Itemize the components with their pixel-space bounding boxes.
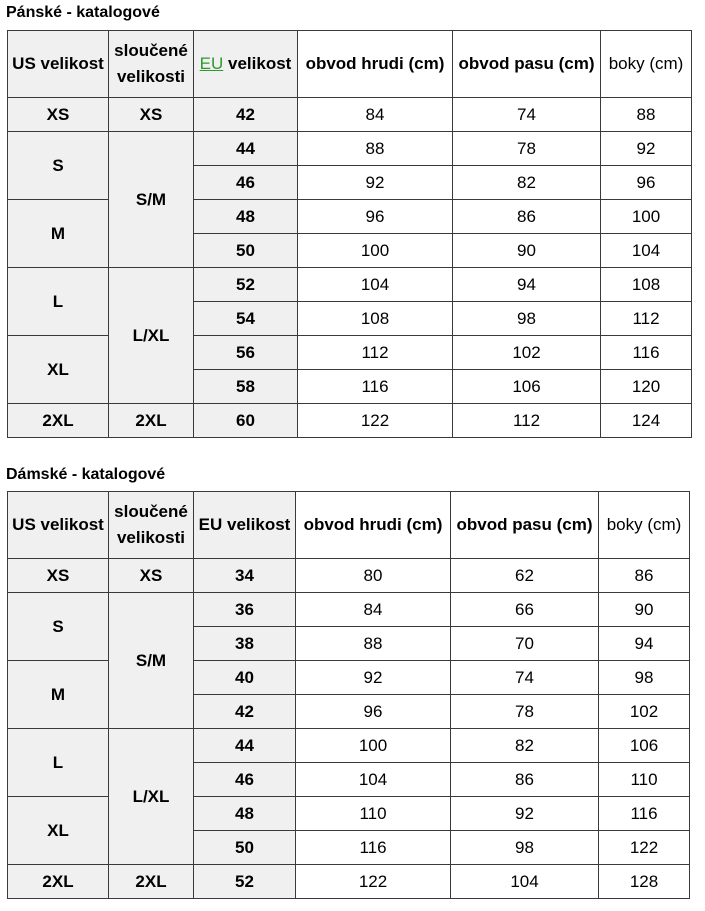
- hips-cell: 122: [599, 831, 690, 865]
- hips-cell: 88: [601, 98, 692, 132]
- header-hips: boky (cm): [599, 492, 690, 559]
- waist-cell: 92: [451, 797, 599, 831]
- us-size-cell: XS: [8, 559, 109, 593]
- merged-size-cell: L/XL: [109, 729, 194, 865]
- us-size-cell: 2XL: [8, 404, 109, 438]
- hips-cell: 100: [601, 200, 692, 234]
- women-size-table: [7, 491, 690, 899]
- us-size-cell: XL: [8, 797, 109, 865]
- hips-cell: 96: [601, 166, 692, 200]
- waist-cell: 70: [451, 627, 599, 661]
- eu-size-cell: 46: [194, 763, 296, 797]
- us-size-cell: XL: [8, 336, 109, 404]
- waist-cell: 112: [453, 404, 601, 438]
- chest-cell: 80: [296, 559, 451, 593]
- eu-size-cell: 36: [194, 593, 296, 627]
- waist-cell: 66: [451, 593, 599, 627]
- merged-size-cell: L/XL: [109, 268, 194, 404]
- men-size-table: [7, 30, 692, 438]
- waist-cell: 78: [451, 695, 599, 729]
- eu-size-cell: 42: [194, 98, 298, 132]
- eu-size-cell: 52: [194, 865, 296, 899]
- header-hips: boky (cm): [601, 31, 692, 98]
- us-size-cell: L: [8, 268, 109, 336]
- waist-cell: 86: [453, 200, 601, 234]
- hips-cell: 86: [599, 559, 690, 593]
- hips-cell: 94: [599, 627, 690, 661]
- hips-cell: 120: [601, 370, 692, 404]
- chest-cell: 108: [298, 302, 453, 336]
- waist-cell: 82: [453, 166, 601, 200]
- eu-size-cell: 50: [194, 234, 298, 268]
- waist-cell: 90: [453, 234, 601, 268]
- eu-size-cell: 46: [194, 166, 298, 200]
- merged-size-cell: 2XL: [109, 865, 194, 899]
- table-row: [8, 132, 692, 166]
- hips-cell: 116: [599, 797, 690, 831]
- chest-cell: 100: [298, 234, 453, 268]
- eu-size-cell: 44: [194, 729, 296, 763]
- table-row: [8, 865, 690, 899]
- header-chest: obvod hrudi (cm): [296, 492, 451, 559]
- header-eu-size: EU velikost: [194, 492, 296, 559]
- table-header-row: [8, 31, 692, 98]
- header-merged-size: sloučené velikosti: [109, 31, 194, 98]
- eu-link[interactable]: EU: [199, 54, 224, 73]
- merged-size-cell: S/M: [109, 132, 194, 268]
- header-us-size: US velikost: [8, 492, 109, 559]
- hips-cell: 104: [601, 234, 692, 268]
- eu-size-cell: 54: [194, 302, 298, 336]
- chest-cell: 116: [296, 831, 451, 865]
- chest-cell: 84: [298, 98, 453, 132]
- waist-cell: 94: [453, 268, 601, 302]
- chest-cell: 92: [296, 661, 451, 695]
- waist-cell: 98: [451, 831, 599, 865]
- eu-size-cell: 44: [194, 132, 298, 166]
- eu-size-cell: 60: [194, 404, 298, 438]
- waist-cell: 98: [453, 302, 601, 336]
- hips-cell: 90: [599, 593, 690, 627]
- chest-cell: 112: [298, 336, 453, 370]
- women-table-title: Dámské - katalogové: [6, 466, 166, 483]
- hips-cell: 108: [601, 268, 692, 302]
- chest-cell: 104: [298, 268, 453, 302]
- chest-cell: 96: [298, 200, 453, 234]
- chest-cell: 104: [296, 763, 451, 797]
- header-chest: obvod hrudi (cm): [298, 31, 453, 98]
- chest-cell: 100: [296, 729, 451, 763]
- waist-cell: 106: [453, 370, 601, 404]
- us-size-cell: L: [8, 729, 109, 797]
- chest-cell: 88: [296, 627, 451, 661]
- waist-cell: 104: [451, 865, 599, 899]
- table-row: [8, 404, 692, 438]
- chest-cell: 122: [298, 404, 453, 438]
- table-row: [8, 593, 690, 627]
- eu-size-cell: 56: [194, 336, 298, 370]
- eu-size-cell: 48: [194, 200, 298, 234]
- header-waist: obvod pasu (cm): [453, 31, 601, 98]
- eu-size-cell: 52: [194, 268, 298, 302]
- waist-cell: 74: [453, 98, 601, 132]
- hips-cell: 106: [599, 729, 690, 763]
- chest-cell: 88: [298, 132, 453, 166]
- hips-cell: 98: [599, 661, 690, 695]
- eu-size-cell: 38: [194, 627, 296, 661]
- hips-cell: 110: [599, 763, 690, 797]
- merged-size-cell: XS: [109, 98, 194, 132]
- waist-cell: 62: [451, 559, 599, 593]
- header-waist: obvod pasu (cm): [451, 492, 599, 559]
- table-row: [8, 559, 690, 593]
- us-size-cell: S: [8, 132, 109, 200]
- eu-size-cell: 50: [194, 831, 296, 865]
- merged-size-cell: S/M: [109, 593, 194, 729]
- header-us-size: US velikost: [8, 31, 109, 98]
- chest-cell: 116: [298, 370, 453, 404]
- eu-size-cell: 58: [194, 370, 298, 404]
- us-size-cell: M: [8, 661, 109, 729]
- waist-cell: 82: [451, 729, 599, 763]
- waist-cell: 74: [451, 661, 599, 695]
- chest-cell: 110: [296, 797, 451, 831]
- hips-cell: 112: [601, 302, 692, 336]
- header-eu-size-label: velikost: [223, 54, 292, 73]
- hips-cell: 124: [601, 404, 692, 438]
- eu-size-cell: 34: [194, 559, 296, 593]
- us-size-cell: M: [8, 200, 109, 268]
- us-size-cell: 2XL: [8, 865, 109, 899]
- eu-size-cell: 42: [194, 695, 296, 729]
- waist-cell: 78: [453, 132, 601, 166]
- us-size-cell: XS: [8, 98, 109, 132]
- hips-cell: 92: [601, 132, 692, 166]
- waist-cell: 102: [453, 336, 601, 370]
- merged-size-cell: 2XL: [109, 404, 194, 438]
- hips-cell: 102: [599, 695, 690, 729]
- eu-size-cell: 48: [194, 797, 296, 831]
- chest-cell: 92: [298, 166, 453, 200]
- us-size-cell: S: [8, 593, 109, 661]
- table-header-row: [8, 492, 690, 559]
- hips-cell: 128: [599, 865, 690, 899]
- table-row: [8, 268, 692, 302]
- hips-cell: 116: [601, 336, 692, 370]
- men-table-title: Pánské - katalogové: [6, 4, 160, 21]
- chest-cell: 84: [296, 593, 451, 627]
- merged-size-cell: XS: [109, 559, 194, 593]
- waist-cell: 86: [451, 763, 599, 797]
- header-merged-size: sloučené velikosti: [109, 492, 194, 559]
- header-eu-size: [194, 31, 298, 98]
- chest-cell: 122: [296, 865, 451, 899]
- table-row: [8, 98, 692, 132]
- eu-size-cell: 40: [194, 661, 296, 695]
- table-row: [8, 729, 690, 763]
- chest-cell: 96: [296, 695, 451, 729]
